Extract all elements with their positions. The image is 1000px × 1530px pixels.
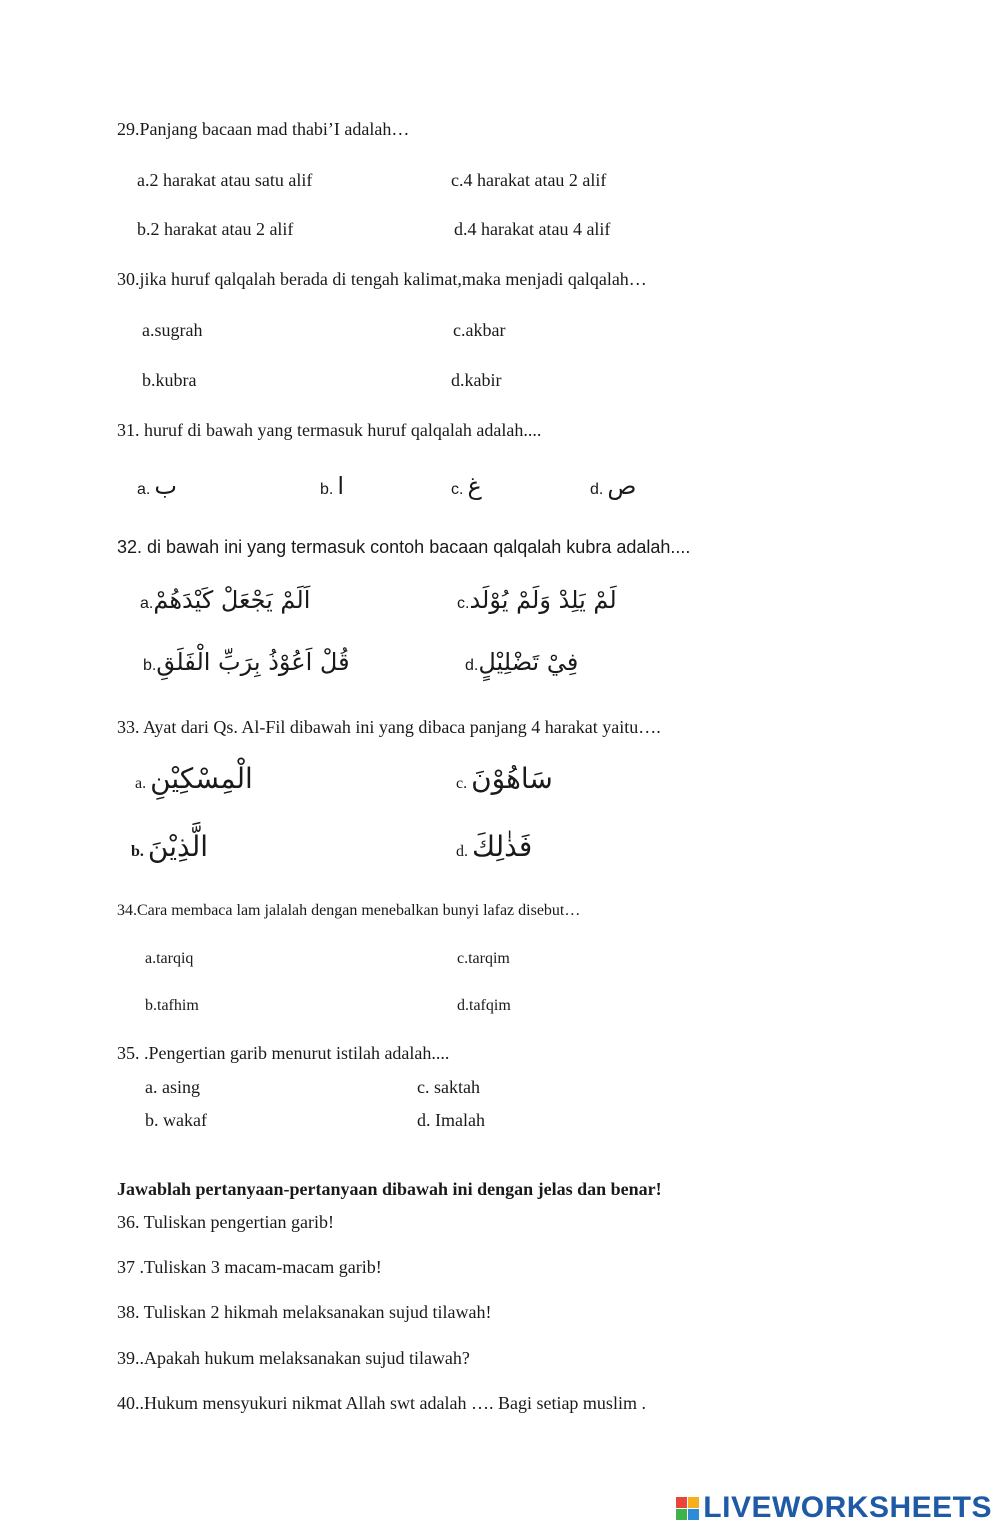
q33-option-a: a. الْمِسْكِيْنِ [135, 762, 253, 795]
q29-option-b: b.2 harakat atau 2 alif [137, 219, 294, 239]
q30-option-c: c.akbar [453, 320, 506, 340]
q32-option-c: c.لَمْ يَلِدْ وَلَمْ يُوْلَد [457, 586, 617, 614]
question-36: 36. Tuliskan pengertian garib! [117, 1212, 334, 1232]
q31-option-d: d. ص [590, 472, 637, 500]
q29-option-d: d.4 harakat atau 4 alif [454, 219, 611, 239]
q31-option-b: b. ا [320, 472, 345, 500]
question-39: 39..Apakah hukum melaksanakan sujud tilawah? [117, 1348, 470, 1368]
question-37: 37 .Tuliskan 3 macam-macam garib! [117, 1257, 382, 1277]
q32-option-b: b.قُلْ اَعُوْذُ بِرَبِّ الْفَلَقِ [143, 648, 350, 676]
logo-text: LIVEWORKSHEETS [703, 1491, 992, 1524]
question-35: 35. .Pengertian garib menurut istilah adalah.... [117, 1043, 450, 1063]
question-31: 31. huruf di bawah yang termasuk huruf qalqalah adalah.... [117, 420, 542, 440]
q35-option-d: d. Imalah [417, 1110, 485, 1130]
question-30: 30.jika huruf qalqalah berada di tengah kalimat,maka menjadi qalqalah… [117, 269, 647, 289]
essay-heading: Jawablah pertanyaan-pertanyaan dibawah ini dengan jelas dan benar! [117, 1179, 662, 1199]
question-29: 29.Panjang bacaan mad thabi’I adalah… [117, 119, 410, 139]
q31-option-a: a. ب [137, 472, 177, 500]
question-33: 33. Ayat dari Qs. Al-Fil dibawah ini yang dibaca panjang 4 harakat yaitu…. [117, 717, 661, 737]
q33-option-b: b. الَّذِيْنَ [131, 830, 209, 863]
q34-option-d: d.tafqim [457, 997, 511, 1014]
q33-option-d: d. فَذٰلِكَ [456, 830, 533, 863]
q35-option-b: b. wakaf [145, 1110, 207, 1130]
q33-option-c: c. سَاهُوْنَ [456, 762, 553, 795]
q30-option-a: a.sugrah [142, 320, 203, 340]
q32-option-a: a.اَلَمْ يَجْعَلْ كَيْدَهُمْ [140, 586, 311, 614]
q30-option-b: b.kubra [142, 370, 197, 390]
liveworksheets-logo[interactable] [676, 1492, 992, 1524]
q32-option-d: d.فِيْ تَضْلِيْلٍ [465, 648, 579, 676]
question-40: 40..Hukum mensyukuri nikmat Allah swt adalah …. Bagi setiap muslim . [117, 1393, 646, 1413]
q35-option-c: c. saktah [417, 1077, 480, 1097]
q30-option-d: d.kabir [451, 370, 502, 390]
q34-option-a: a.tarqiq [145, 950, 194, 967]
q34-option-c: c.tarqim [457, 950, 510, 967]
question-38: 38. Tuliskan 2 hikmah melaksanakan sujud tilawah! [117, 1302, 492, 1322]
q35-option-a: a. asing [145, 1077, 200, 1097]
question-32: 32. di bawah ini yang termasuk contoh bacaan qalqalah kubra adalah.... [117, 537, 691, 557]
q29-option-a: a.2 harakat atau satu alif [137, 170, 313, 190]
q31-option-c: c. غ [451, 472, 482, 500]
q34-option-b: b.tafhim [145, 997, 199, 1014]
q29-option-c: c.4 harakat atau 2 alif [451, 170, 607, 190]
logo-mark-icon [676, 1497, 699, 1520]
question-34: 34.Cara membaca lam jalalah dengan menebalkan bunyi lafaz disebut… [117, 902, 581, 919]
